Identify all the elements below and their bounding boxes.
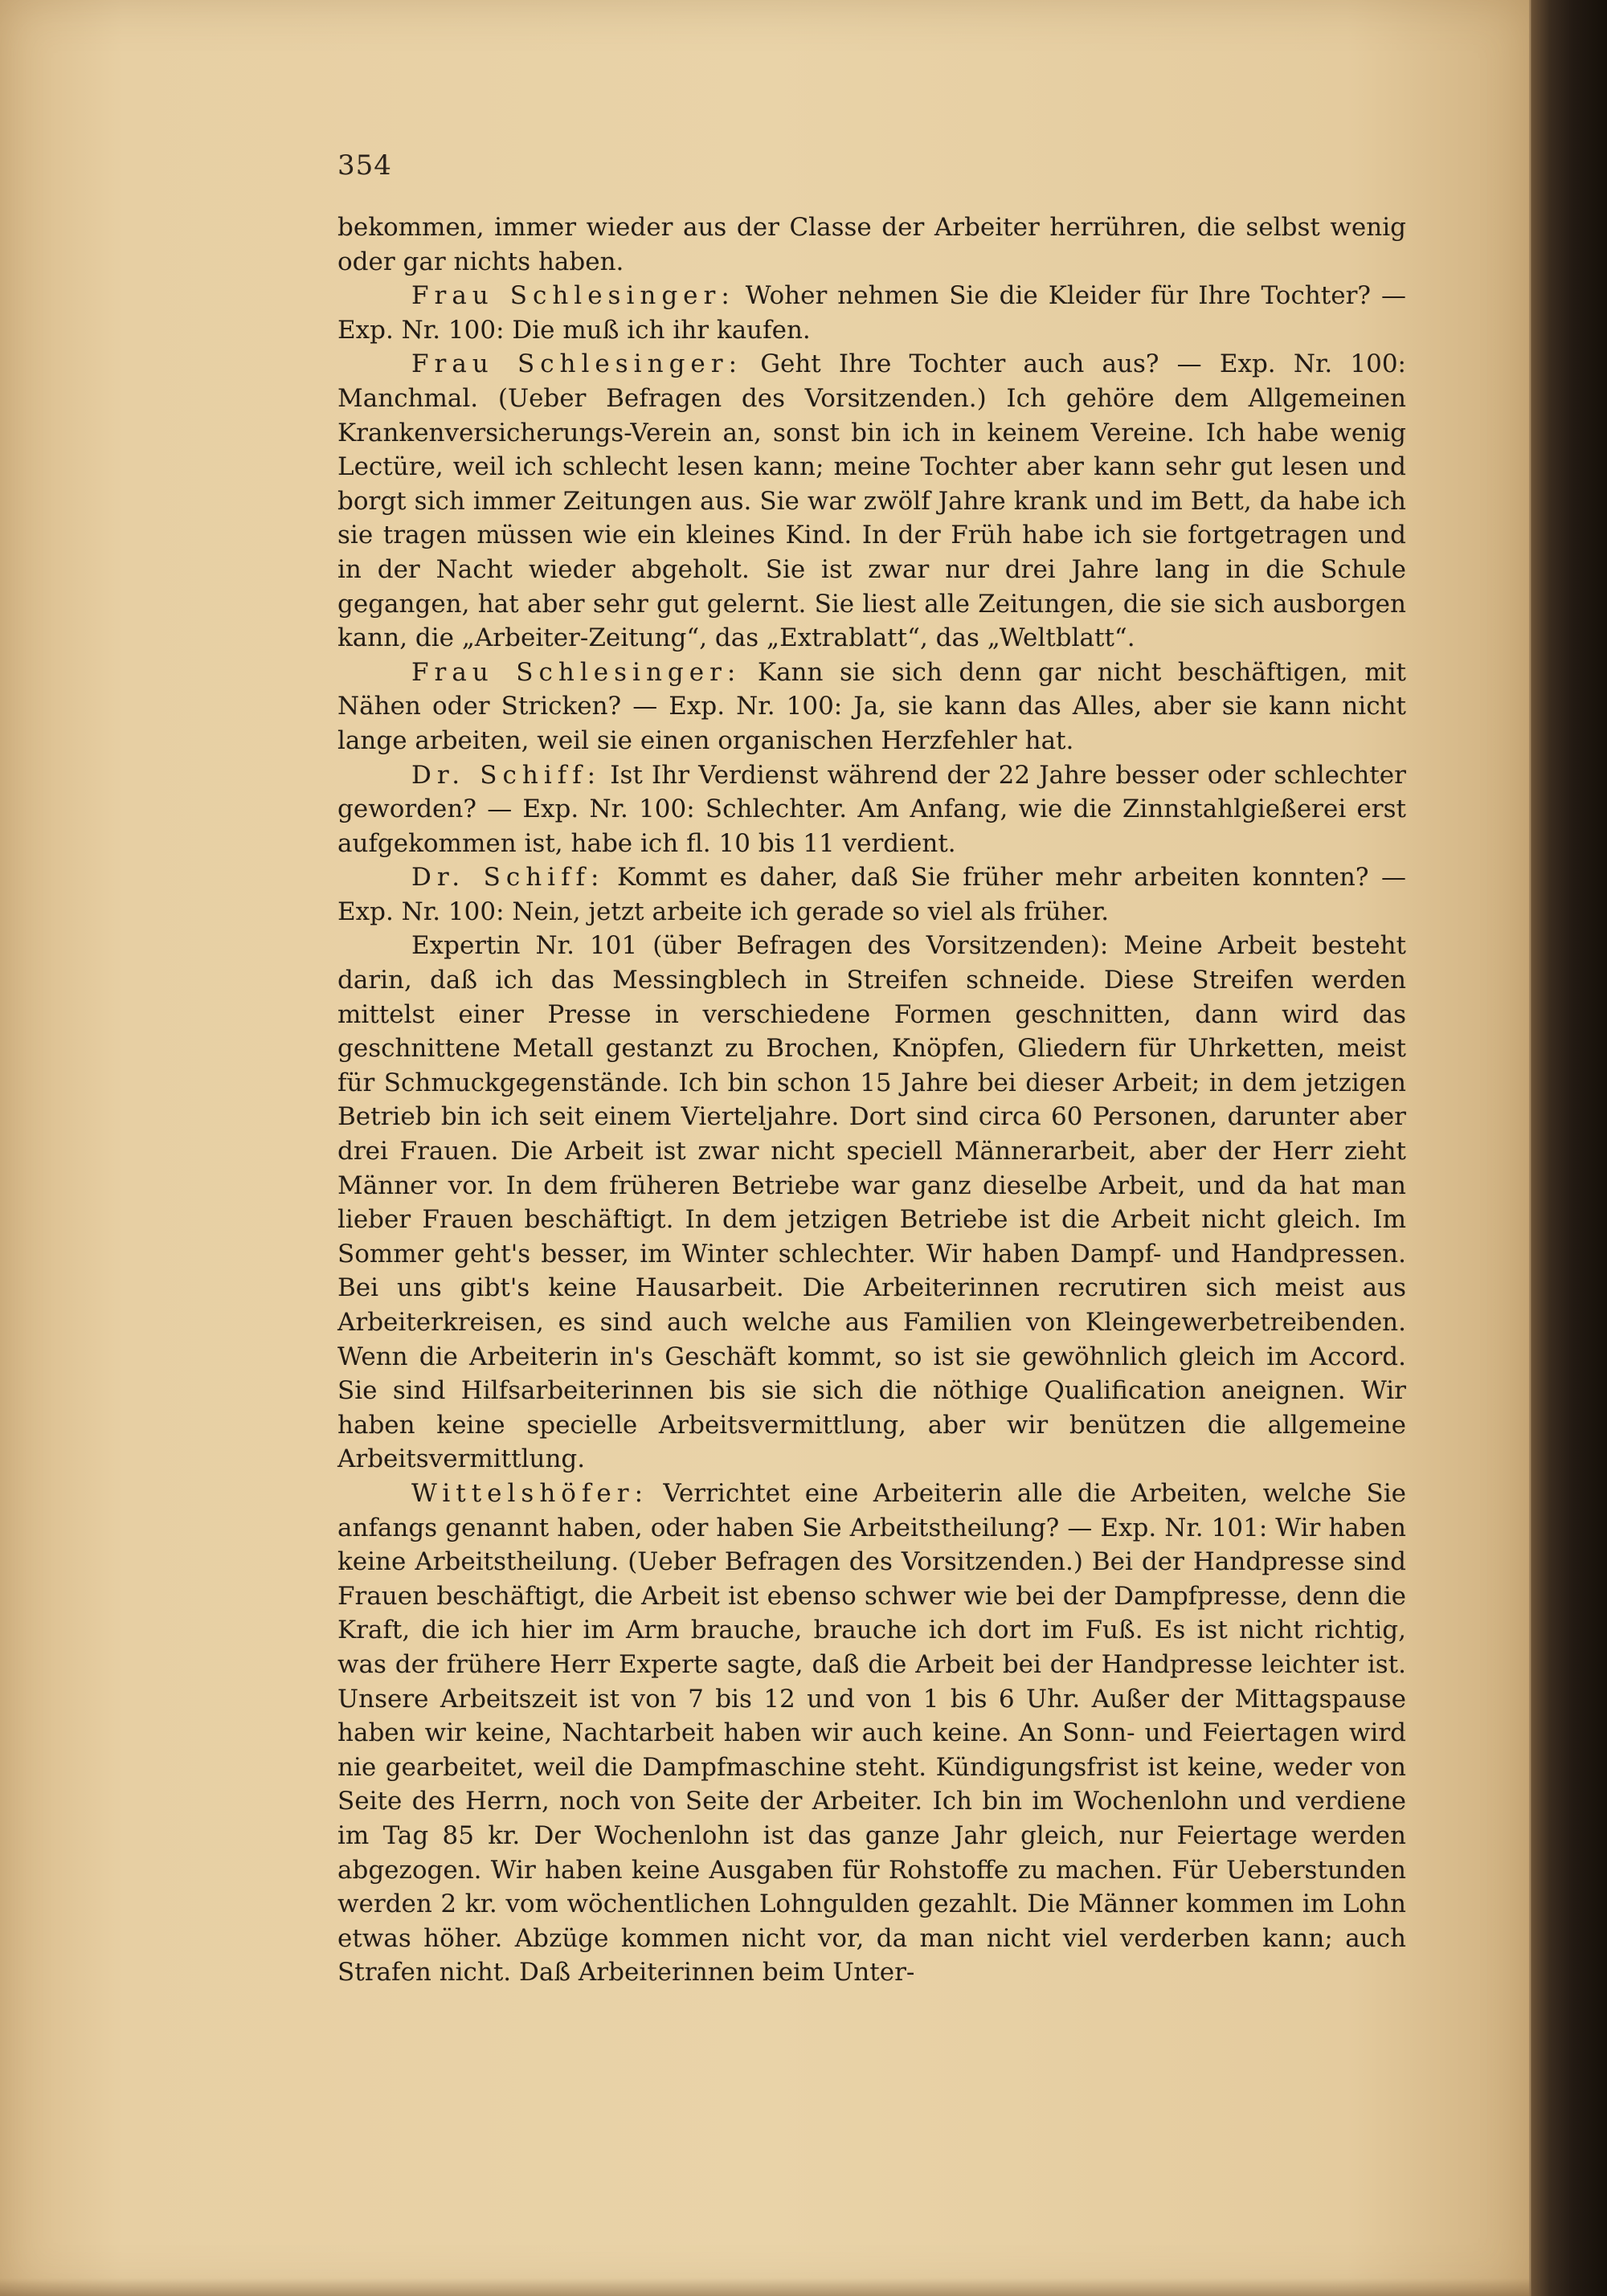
paragraph-text: Geht Ihre Tochter auch aus? — Exp. Nr. 100: Manchmal. (Ueber Befragen des Vorsitzenden.) Ich gehöre dem Allgemeinen Krankenversicherungs-Verein an, sonst bin ich in keinem Vereine. Ich habe wenig Lectüre, weil ich schlecht lesen kann; meine Tochter aber kann sehr gut lesen und borgt sich immer Zeitungen aus. Sie war zwölf Jahre krank und im Bett, da habe ich sie tragen müssen wie ein kleines Kind. In der Früh habe ich sie fortgetragen und in der Nacht wieder abgeholt. Sie ist zwar nur drei Jahre lang in die Schule gegangen, hat aber sehr gut gelernt. Sie liest alle Zeitungen, die sie sich ausborgen kann, die „Arbeiter-Zeitung“, das „Extrablatt“, das „Weltblatt“. xyxy=(337,349,1406,653)
paragraph-schlesinger-question-clothes xyxy=(337,279,1406,347)
paragraph-schlesinger-question-work xyxy=(337,656,1406,758)
book-spine-edge xyxy=(1531,0,1607,2296)
paragraph-text: Verrichtet eine Arbeiterin alle die Arbeiten, welche Sie anfangs genannt haben, oder haben Sie Arbeitstheilung? — Exp. Nr. 101: Wir haben keine Arbeitstheilung. (Ueber Befragen des Vorsitzenden.) Bei der Handpresse sind Frauen beschäftigt, die Arbeit ist ebenso schwer wie bei der Dampfpresse, denn die Kraft, die ich hier im Arm brauche, brauche ich dort im Fuß. Es ist nicht richtig, was der frühere Herr Experte sagte, daß die Arbeit bei der Handpresse leichter ist. Unsere Arbeitszeit ist von 7 bis 12 und von 1 bis 6 Uhr. Außer der Mittagspause haben wir keine, Nachtarbeit haben wir auch keine. An Sonn- und Feiertagen wird nie gearbeitet, weil die Dampfmaschine steht. Kündigungsfrist ist keine, weder von Seite des Herrn, noch von Seite der Arbeiter. Ich bin im Wochenlohn und verdiene im Tag 85 kr. Der Wochenlohn ist das ganze Jahr gleich, nur Feiertage werden abgezogen. Wir haben keine Ausgaben für Rohstoffe zu machen. Für Ueberstunden werden 2 kr. vom wöchentlichen Lohngulden gezahlt. Die Männer kommen im Lohn etwas höher. Abzüge kommen nicht vor, da man nicht viel verderben kann; auch Strafen nicht. Daß Arbeiterinnen beim Unter- xyxy=(337,1478,1406,1988)
body-text xyxy=(337,210,1406,1990)
paragraph-wittelshoefer-question xyxy=(337,1477,1406,1990)
page-number: 354 xyxy=(337,149,392,182)
speaker-name: Dr. Schiff: xyxy=(411,760,602,790)
paragraph-schiff-question-earnings xyxy=(337,758,1406,861)
page-bottom-shadow xyxy=(0,2278,1531,2296)
paragraph-text: Ist Ihr Verdienst während der 22 Jahre besser oder schlechter geworden? — Exp. Nr. 100: Schlechter. Am Anfang, wie die Zinnstahlgießerei erst aufgekommen ist, habe ich fl. 10 bis 11 verdient. xyxy=(337,760,1406,858)
paragraph-text: Kommt es daher, daß Sie früher mehr arbeiten konnten? — Exp. Nr. 100: Nein, jetzt arbeite ich gerade so viel als früher. xyxy=(337,863,1406,926)
paragraph-text: bekommen, immer wieder aus der Classe der Arbeiter herrühren, die selbst wenig oder gar nichts haben. xyxy=(337,213,1406,276)
speaker-name: Dr. Schiff: xyxy=(411,863,605,893)
page-edge-line xyxy=(1529,0,1531,2296)
paragraph-expert-101-testimony xyxy=(337,929,1406,1477)
speaker-name: Frau Schlesinger: xyxy=(411,657,742,687)
speaker-name: Frau Schlesinger: xyxy=(411,281,735,311)
speaker-name: Frau Schlesinger: xyxy=(411,349,743,379)
paragraph-text: Expertin Nr. 101 (über Befragen des Vorsitzenden): Meine Arbeit besteht darin, daß ich das Messingblech in Streifen schneide. Diese Streifen werden mittelst einer Presse in verschiedene Formen geschnitten, dann wird das geschnittene Metall gestanzt zu Brochen, Knöpfen, Gliedern für Uhrketten, meist für Schmuckgegenstände. Ich bin schon 15 Jahre bei dieser Arbeit; in dem jetzigen Betrieb bin ich seit einem Vierteljahre. Dort sind circa 60 Personen, darunter aber drei Frauen. Die Arbeit ist zwar nicht speciell Männerarbeit, aber der Herr zieht Männer vor. In dem früheren Betriebe war ganz dieselbe Arbeit, und da hat man lieber Frauen beschäftigt. In dem jetzigen Betriebe ist die Arbeit nicht gleich. Im Sommer geht's besser, im Winter schlechter. Wir haben Dampf- und Handpressen. Bei uns gibt's keine Hausarbeit. Die Arbeiterinnen recrutiren sich meist aus Arbeiterkreisen, es sind auch welche aus Familien von Kleingewerbetreibenden. Wenn die Arbeiterin in's Geschäft kommt, so ist sie gewöhnlich gleich im Accord. Sie sind Hilfsarbeiterinnen bis sie sich die nöthige Qualification aneignen. Wir haben keine specielle Arbeitsvermittlung, aber wir benützen die allgemeine Arbeitsvermittlung. xyxy=(337,931,1406,1474)
paragraph-continuation xyxy=(337,210,1406,279)
paragraph-schiff-question-workload xyxy=(337,860,1406,929)
paragraph-text: Woher nehmen Sie die Kleider für Ihre Tochter? — Exp. Nr. 100: Die muß ich ihr kaufen. xyxy=(337,281,1406,345)
paragraph-text: Kann sie sich denn gar nicht beschäftigen, mit Nähen oder Stricken? — Exp. Nr. 100: Ja, sie kann das Alles, aber sie kann nicht lange arbeiten, weil sie einen organischen Herzfehler hat. xyxy=(337,657,1406,755)
paragraph-schlesinger-question-outings xyxy=(337,347,1406,655)
speaker-name: Wittelshöfer: xyxy=(411,1478,649,1508)
